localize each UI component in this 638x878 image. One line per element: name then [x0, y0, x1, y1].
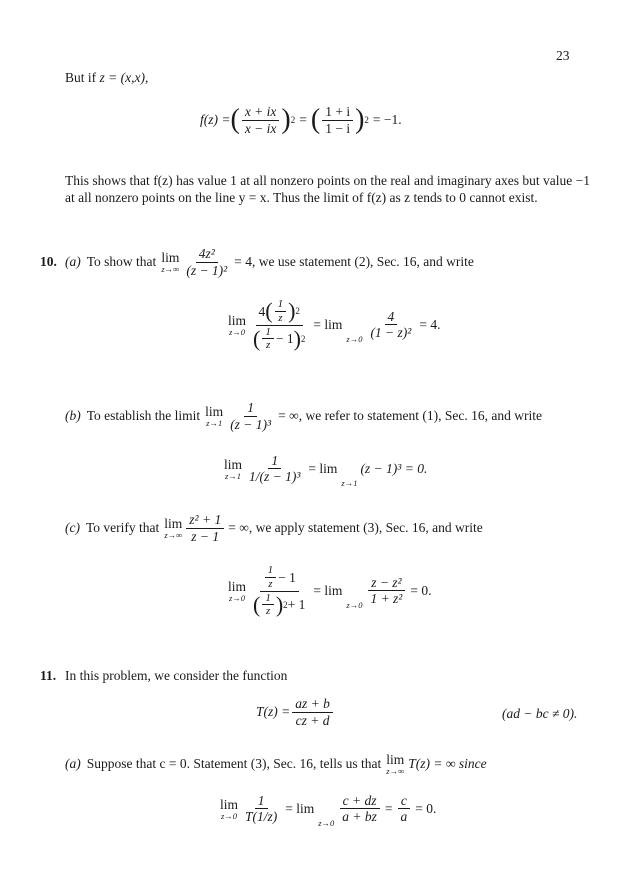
- p11a-statement: (a) Suppose that c = 0. Statement (3), Sec. 16, tells us that lim z→∞ T(z) = ∞ since: [65, 752, 487, 776]
- f-label: f(z) =: [200, 112, 231, 128]
- f-result: = −1.: [372, 112, 402, 128]
- problem-10-number: 10.: [40, 254, 57, 270]
- intro-line: [65, 70, 148, 86]
- but-if-text: But if: [65, 70, 97, 85]
- p10a-fraction: $\frac{\text{4z²}}{\text{(z − 1)²}}$: [186, 246, 228, 278]
- fraction-2: $\frac{1 + i}{1 - i}$: [322, 104, 353, 137]
- page-number: 23: [556, 48, 570, 63]
- problem-11-number: 11.: [40, 668, 57, 683]
- p11a-label: (a): [65, 756, 81, 771]
- p11-intro: 11. In this problem, we consider the function: [40, 668, 288, 683]
- p10c-display: lim z→0 $\frac{1}{z}$ − 1 ( $\frac{1}{z}$ ) 2 + 1 = lim z→0 $\frac{\text{z − z²}}{\text{1 + z²}}$ = 0.: [228, 564, 432, 618]
- p10b-statement: (b) To establish the limit lim z→1 $\frac{1}{\text{(z − 1)³}}$ = ∞, we refer to statement (1), Sec. 16, and write: [65, 400, 542, 432]
- p10b-label: (b): [65, 408, 81, 424]
- fraction-1: $\frac{x + ix}{x - ix}$: [242, 104, 280, 137]
- conclusion-paragraph: This shows that f(z) has value 1 at all nonzero points on the real and imaginary axes but value −1 at all nonzero points on the line y = x. Thus the limit of f(z) as z tends to 0 cannot exist.: [65, 173, 590, 205]
- p10a-label: (a): [65, 254, 81, 270]
- p11a-display: lim z→0 $\frac{1}{T(1/z)}$ = lim z→0 $\frac{c + dz}{a + bz}$ = $\frac{c}{a}$ = 0.: [220, 792, 437, 828]
- p10a-complex-fraction: 4 ( $\frac{1}{z}$ ) 2 ( $\frac{1}{z}$ − 1 ) 2: [253, 298, 306, 352]
- t-function: T(z) = $\frac{az + b}{cz + d}$: [256, 696, 335, 729]
- p10a-lim: lim z→∞: [161, 250, 180, 275]
- z-definition: z = (x,x),: [99, 70, 149, 85]
- p10a-statement: 10. (a) To show that lim z→∞ $\frac{\text{4z²}}{\text{(z − 1)²}}$ = 4, we use statement (2), Sec. 16, and write: [40, 246, 474, 278]
- f-equation: f(z) = ( $\frac{x + ix}{x - ix}$ ) 2 = ( $\frac{1 + i}{1 - i}$ ) 2 = −1.: [200, 104, 402, 136]
- t-condition: (ad − bc ≠ 0).: [502, 706, 578, 721]
- p10c-complex-fraction: $\frac{1}{z}$ − 1 ( $\frac{1}{z}$ ) 2 + 1: [253, 564, 306, 618]
- p10c-label: (c): [65, 520, 80, 536]
- p10b-display: lim z→1 $\frac{1}{\text{1/(z − 1)³}}$ = lim z→1 (z − 1)³ = 0.: [224, 452, 428, 488]
- p10c-statement: (c) To verify that lim z→∞ $\frac{\text{z² + 1}}{z - 1}$ = ∞, we apply statement (3), Sec. 16, and write: [65, 512, 483, 544]
- p10a-display: lim z→0 4 ( $\frac{1}{z}$ ) 2 ( $\frac{1}{z}$ − 1 ) 2 = lim z→0 $\frac{4}{\text{(1 − z)²}}$ = 4.: [228, 298, 441, 352]
